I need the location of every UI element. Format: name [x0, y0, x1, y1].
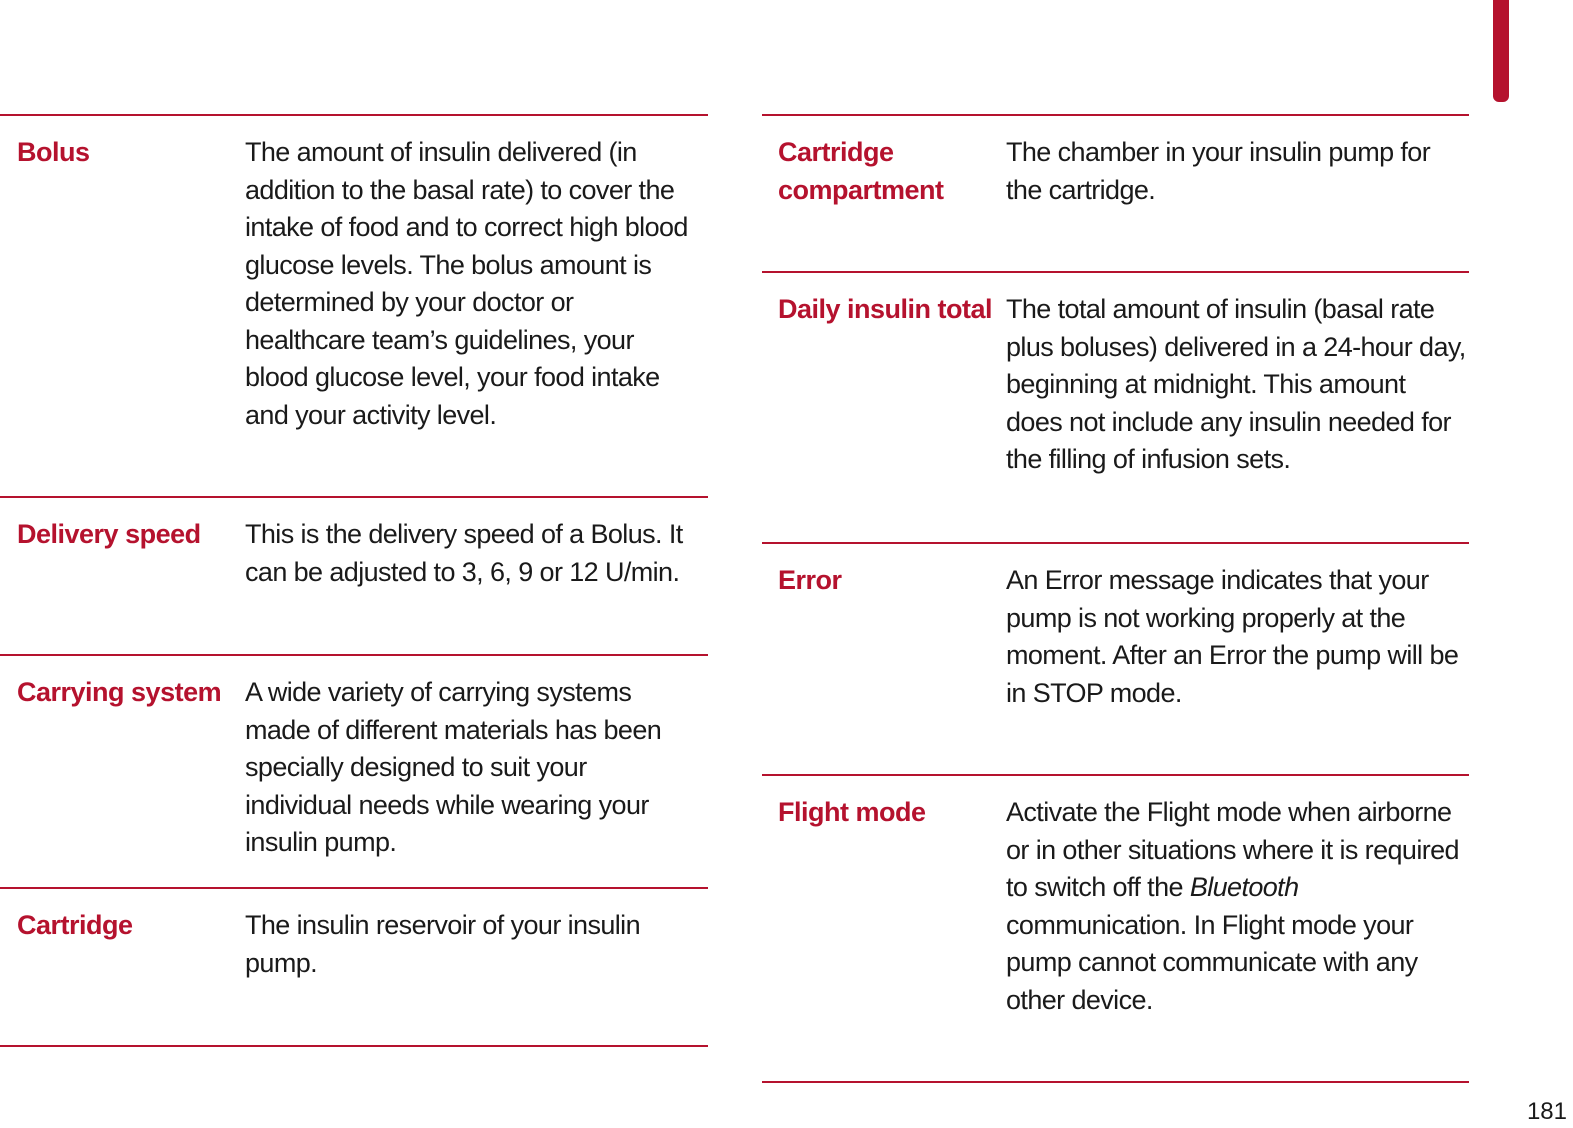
glossary-definition: A wide variety of carrying systems made of different materials has been specially designed to suit your individual needs while wearing your insulin pump. [245, 677, 662, 857]
glossary-entry-error [762, 542, 1469, 774]
glossary-definition: The total amount of insulin (basal rate plus boluses) delivered in a 24-hour day, beginning at midnight. This amount does not include any insulin needed for the filling of infusion sets. [1006, 294, 1466, 474]
glossary-column-right [762, 114, 1469, 1083]
definition-text-italic: Bluetooth [1189, 872, 1299, 902]
definition-text-before: Activate the Flight mode when airborne or in other situations where it is required to switch off the [1006, 797, 1459, 902]
glossary-definition [1006, 794, 1466, 1019]
glossary-term: Carrying system [17, 677, 222, 707]
glossary-entry-bolus [0, 114, 708, 496]
glossary-term: Delivery speed [17, 519, 201, 549]
glossary-term: Cartridge [17, 910, 133, 940]
glossary-entry-cartridge-compartment [762, 114, 1469, 271]
glossary-term: Daily insulin total [778, 294, 993, 324]
glossary-entry-delivery-speed [0, 496, 708, 654]
glossary-column-left [0, 114, 708, 1047]
glossary-term: Error [778, 565, 842, 595]
glossary-definition: The amount of insulin delivered (in addition to the basal rate) to cover the intake of food and to correct high blood glucose levels. The bolus amount is determined by your doctor or healthcare team’s guidelines, your blood glucose level, your food intake and your activity level. [245, 137, 688, 430]
page-number: 181 [1526, 1098, 1567, 1125]
glossary-definition: The insulin reservoir of your insulin pump. [245, 910, 640, 978]
glossary-term: Bolus [17, 137, 90, 167]
glossary-entry-cartridge [0, 887, 708, 1047]
glossary-term: Flight mode [778, 797, 926, 827]
glossary-definition: The chamber in your insulin pump for the cartridge. [1006, 137, 1431, 205]
glossary-definition: This is the delivery speed of a Bolus. It can be adjusted to 3, 6, 9 or 12 U/min. [245, 519, 683, 587]
glossary-definition: An Error message indicates that your pump is not working properly at the moment. After an Error the pump will be in STOP mode. [1006, 565, 1459, 708]
chapter-tab-marker [1493, 0, 1509, 102]
definition-text-after: communication. In Flight mode your pump cannot communicate with any other device. [1006, 909, 1418, 1015]
glossary-term: Cartridge compartment [778, 137, 944, 205]
glossary-entry-carrying-system [0, 654, 708, 887]
glossary-entry-flight-mode [762, 774, 1469, 1083]
glossary-entry-daily-insulin-total [762, 271, 1469, 542]
